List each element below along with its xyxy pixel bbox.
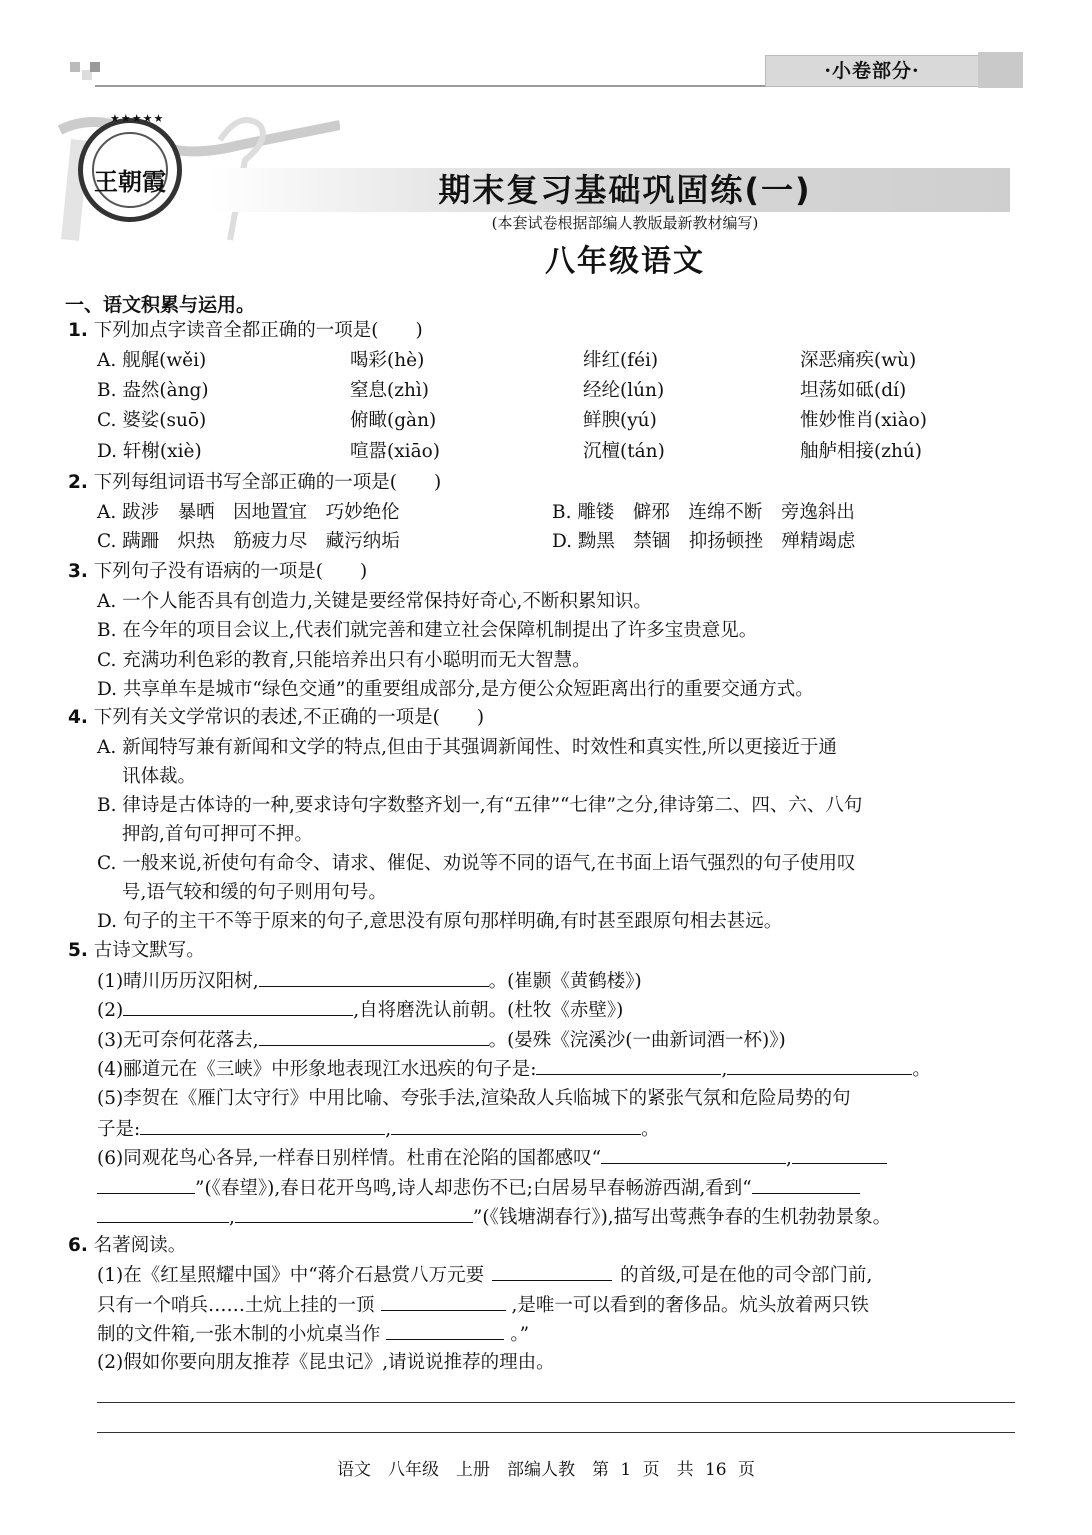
q6-text: ,是唯一可以看到的奢侈品。炕头放着两只铁 bbox=[511, 1295, 869, 1316]
q2-option: A. 跋涉 暴晒 因地置宜 巧妙绝伦 bbox=[97, 502, 400, 523]
question-number: 1. bbox=[68, 320, 88, 341]
q1-option: C. 婆娑(suō) bbox=[97, 410, 207, 431]
question-3 bbox=[68, 559, 367, 585]
q1-option: 经纶(lún) bbox=[583, 380, 665, 401]
q5-item-3 bbox=[97, 1027, 786, 1054]
q4-option: D. 句子的主干不等于原来的句子,意思没有原句那样明确,有时甚至跟原句相去甚远。 bbox=[97, 911, 783, 932]
answer-blank[interactable] bbox=[259, 1027, 489, 1046]
question-stem: 下列加点字读音全都正确的一项是( ) bbox=[93, 320, 423, 341]
q5-text: ”(《春望》),春日花开鸟鸣,诗人却悲伤不已;白居易早春畅游西湖,看到“ bbox=[195, 1178, 752, 1199]
q5-text: , bbox=[721, 1059, 728, 1080]
q5-text: (4)郦道元在《三峡》中形象地表现江水迅疾的句子是: bbox=[97, 1059, 537, 1080]
answer-blank[interactable] bbox=[601, 1145, 786, 1164]
q3-option: C. 充满功利色彩的教育,只能培养出只有小聪明而无大智慧。 bbox=[97, 650, 591, 671]
question-number: 3. bbox=[68, 561, 88, 582]
q6-text: (1)在《红星照耀中国》中“蒋介石悬赏八万元要 bbox=[97, 1265, 485, 1286]
question-stem: 古诗文默写。 bbox=[93, 940, 205, 961]
question-stem: 下列句子没有语病的一项是( ) bbox=[93, 561, 368, 582]
q3-option: B. 在今年的项目会议上,代表们就完善和建立社会保障机制提出了许多宝贵意见。 bbox=[97, 620, 758, 641]
decor-square bbox=[70, 62, 80, 72]
logo-text: 王朝霞 bbox=[94, 167, 166, 196]
q2-option: C. 蹒跚 炽热 筋疲力尽 藏污纳垢 bbox=[97, 531, 400, 552]
q1-option: 喧嚣(xiāo) bbox=[350, 441, 440, 462]
q5-text: 。 bbox=[912, 1059, 931, 1080]
q1-option: 沉檀(tán) bbox=[583, 441, 665, 462]
answer-blank[interactable] bbox=[386, 1321, 504, 1340]
q2-option: B. 雕镂 僻邪 连绵不断 旁逸斜出 bbox=[552, 502, 855, 523]
q5-text: 。(晏殊《浣溪沙(一曲新词酒一杯)》) bbox=[488, 1030, 786, 1051]
q4-option: C. 一般来说,祈使句有命令、请求、催促、劝说等不同的语气,在书面上语气强烈的句子使用叹 bbox=[97, 853, 856, 874]
q1-option: A. 舰艉(wěi) bbox=[97, 350, 207, 371]
q5-item-5-cont bbox=[97, 1116, 660, 1143]
q1-option: 舳舻相接(zhú) bbox=[800, 441, 923, 462]
q5-text: (6)同观花鸟心各异,一样春日别样情。杜甫在沦陷的国都感叹“ bbox=[97, 1148, 602, 1169]
q1-option: 惟妙惟肖(xiào) bbox=[800, 410, 927, 431]
question-4 bbox=[68, 705, 484, 731]
answer-line[interactable] bbox=[97, 1402, 1015, 1403]
q5-item-6 bbox=[97, 1145, 887, 1172]
page-footer: 语文 八年级 上册 部编人教 第 1 页 共 16 页 bbox=[336, 1460, 756, 1480]
q1-option: 鲜腴(yú) bbox=[583, 410, 657, 431]
question-number: 6. bbox=[68, 1235, 88, 1256]
q5-item-2 bbox=[97, 997, 623, 1024]
page-subtitle: (本套试卷根据部编人教版最新教材编写) bbox=[491, 214, 759, 232]
question-stem: 下列有关文学常识的表述,不正确的一项是( ) bbox=[93, 707, 485, 728]
q5-item-5: (5)李贺在《雁门太守行》中用比喻、夸张手法,渲染敌人兵临城下的紧张气氛和危险局势的句 bbox=[97, 1088, 851, 1109]
section-tag: ·小卷部分· bbox=[765, 55, 979, 87]
q4-option: A. 新闻特写兼有新闻和文学的特点,但由于其强调新闻性、时效性和真实性,所以更接近于通 bbox=[97, 737, 837, 758]
question-number: 4. bbox=[68, 707, 88, 728]
answer-blank[interactable] bbox=[792, 1145, 887, 1164]
answer-blank[interactable] bbox=[391, 1116, 641, 1135]
q5-text: 。 bbox=[641, 1119, 660, 1140]
q2-option: D. 黝黑 禁锢 抑扬顿挫 殚精竭虑 bbox=[552, 531, 856, 552]
page-title: 期末复习基础巩固练(一) bbox=[438, 171, 812, 209]
q6-item-1-cont bbox=[97, 1292, 869, 1319]
q5-text: (1)晴川历历汉阳树, bbox=[97, 971, 259, 992]
q1-option: 窒息(zhì) bbox=[350, 380, 430, 401]
q4-option-cont: 讯体裁。 bbox=[122, 766, 197, 787]
q5-item-6-cont bbox=[97, 1175, 860, 1202]
logo-stars-icon: ★★★★★ bbox=[110, 112, 165, 125]
question-2 bbox=[68, 470, 441, 496]
q4-option-cont: 押韵,首句可押可不押。 bbox=[122, 824, 313, 845]
answer-blank[interactable] bbox=[259, 968, 489, 987]
answer-blank[interactable] bbox=[123, 997, 353, 1016]
q5-text: , bbox=[786, 1148, 792, 1169]
question-6 bbox=[68, 1233, 186, 1259]
answer-blank[interactable] bbox=[381, 1292, 506, 1311]
q1-option: 俯瞰(gàn) bbox=[350, 410, 437, 431]
q1-option: B. 盎然(àng) bbox=[97, 380, 209, 401]
q1-option: 深恶痛疾(wù) bbox=[800, 350, 917, 371]
header-tab bbox=[978, 52, 1023, 88]
q3-option: A. 一个人能否具有创造力,关键是要经常保持好奇心,不断积累知识。 bbox=[97, 591, 652, 612]
q4-option-cont: 号,语气较和缓的句子则用句号。 bbox=[122, 882, 387, 903]
q5-item-4 bbox=[97, 1056, 931, 1083]
question-number: 5. bbox=[68, 940, 88, 961]
question-number: 2. bbox=[68, 472, 88, 493]
q5-text: (2) bbox=[97, 1000, 124, 1021]
section-heading: 一、语文积累与运用。 bbox=[65, 294, 256, 316]
answer-line[interactable] bbox=[97, 1432, 1015, 1433]
q5-text: 子是: bbox=[97, 1119, 141, 1140]
answer-blank[interactable] bbox=[97, 1204, 229, 1223]
answer-blank[interactable] bbox=[235, 1204, 473, 1223]
q6-text: 的首级,可是在他的司令部门前, bbox=[620, 1265, 873, 1286]
q5-text: (3)无可奈何花落去, bbox=[97, 1030, 259, 1051]
answer-blank[interactable] bbox=[492, 1262, 612, 1281]
q6-text: 只有一个哨兵……土炕上挂的一顶 bbox=[97, 1295, 375, 1316]
q5-text: ,自将磨洗认前朝。(杜牧《赤壁》) bbox=[353, 1000, 624, 1021]
answer-blank[interactable] bbox=[140, 1116, 385, 1135]
q4-option: B. 律诗是古体诗的一种,要求诗句字数整齐划一,有“五律”“七律”之分,律诗第二、四、六、八句 bbox=[97, 795, 863, 816]
q1-option: D. 轩榭(xiè) bbox=[97, 441, 202, 462]
q6-text: 。” bbox=[510, 1324, 530, 1345]
question-stem: 名著阅读。 bbox=[93, 1235, 187, 1256]
q5-item-6-cont bbox=[97, 1204, 891, 1231]
answer-blank[interactable] bbox=[97, 1175, 195, 1194]
answer-blank[interactable] bbox=[727, 1056, 912, 1075]
q6-item-1-cont bbox=[97, 1321, 529, 1348]
q5-text: 。(崔颢《黄鹤楼》) bbox=[488, 971, 642, 992]
q1-option: 喝彩(hè) bbox=[350, 350, 425, 371]
question-1 bbox=[68, 318, 423, 344]
answer-blank[interactable] bbox=[536, 1056, 721, 1075]
grade-title: 八年级语文 bbox=[545, 244, 705, 279]
q5-text: , bbox=[229, 1207, 235, 1228]
q6-item-2: (2)假如你要向朋友推荐《昆虫记》,请说说推荐的理由。 bbox=[97, 1352, 555, 1373]
q5-item-1 bbox=[97, 968, 642, 995]
q1-option: 坦荡如砥(dí) bbox=[800, 380, 907, 401]
answer-blank[interactable] bbox=[752, 1175, 860, 1194]
decor-square bbox=[90, 62, 100, 72]
question-5 bbox=[68, 938, 205, 964]
q6-text: 制的文件箱,一张木制的小炕桌当作 bbox=[97, 1324, 381, 1345]
q1-option: 绯红(féi) bbox=[583, 350, 659, 371]
question-stem: 下列每组词语书写全部正确的一项是( ) bbox=[93, 472, 442, 493]
q5-text: ”(《钱塘湖春行》),描写出莺燕争春的生机勃勃景象。 bbox=[472, 1207, 892, 1228]
q6-item-1 bbox=[97, 1262, 872, 1289]
q5-text: , bbox=[385, 1119, 392, 1140]
q3-option: D. 共享单车是城市“绿色交通”的重要组成部分,是方便公众短距离出行的重要交通方式。 bbox=[97, 679, 814, 700]
